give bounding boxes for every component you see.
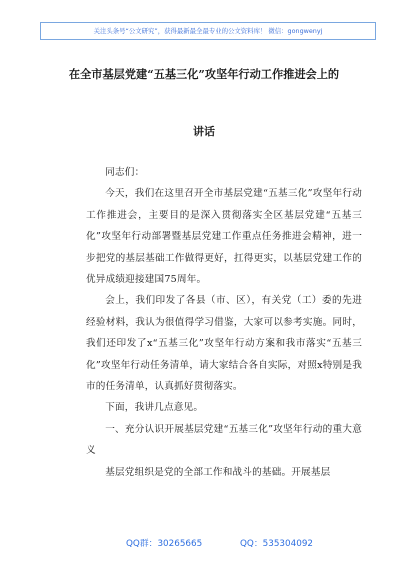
section-heading: 一、充分认识开展基层党建“五基三化”攻坚年行动的重大意义 [86,423,362,457]
body-paragraph: 今天，我们在这里召开全市基层党建“五基三化”攻坚年行动工作推进会，主要目的是深入贯彻落实全区基层党建“五基三化”攻坚年行动部署暨基层党建工作重点任务推进会精神，进一步把党的基层基础工作做得更好，扛得更实，以基层党建工作的优异成绩迎接建国75周年。 [86,188,362,286]
document-title: 在全市基层党建“五基三化”攻坚年行动工作推进会上的 [68,67,340,81]
promo-banner [40,22,376,40]
document-body [86,162,362,483]
body-paragraph: 会上，我们印发了各县（市、区），有关党（工）委的先进经验材料，我认为很值得学习借鉴，大家可以参考实施。同时，我们还印发了x“五基三化”攻坚年行动方案和我市落实“五基三化”攻坚年行动任务清单，请大家结合各自实际，对照x特别是我市的任务清单，认真抓好贯彻落实。 [86,295,362,393]
document-subtitle: 讲话 [193,125,215,138]
qq-group-text: QQ群：30265665 [126,539,203,549]
promo-banner-text: 关注头条号“公文研究”，获得最新最全最专业的公文资料库！ 微信：gongwenyj [93,27,323,35]
body-paragraph: 基层党组织是党的全部工作和战斗的基础。开展基层 [105,466,331,478]
salutation: 同志们： [105,167,145,178]
body-paragraph: 下面，我讲几点意见。 [105,402,204,414]
qq-contact-text: QQ：535304092 [240,539,314,549]
footer [0,536,408,552]
